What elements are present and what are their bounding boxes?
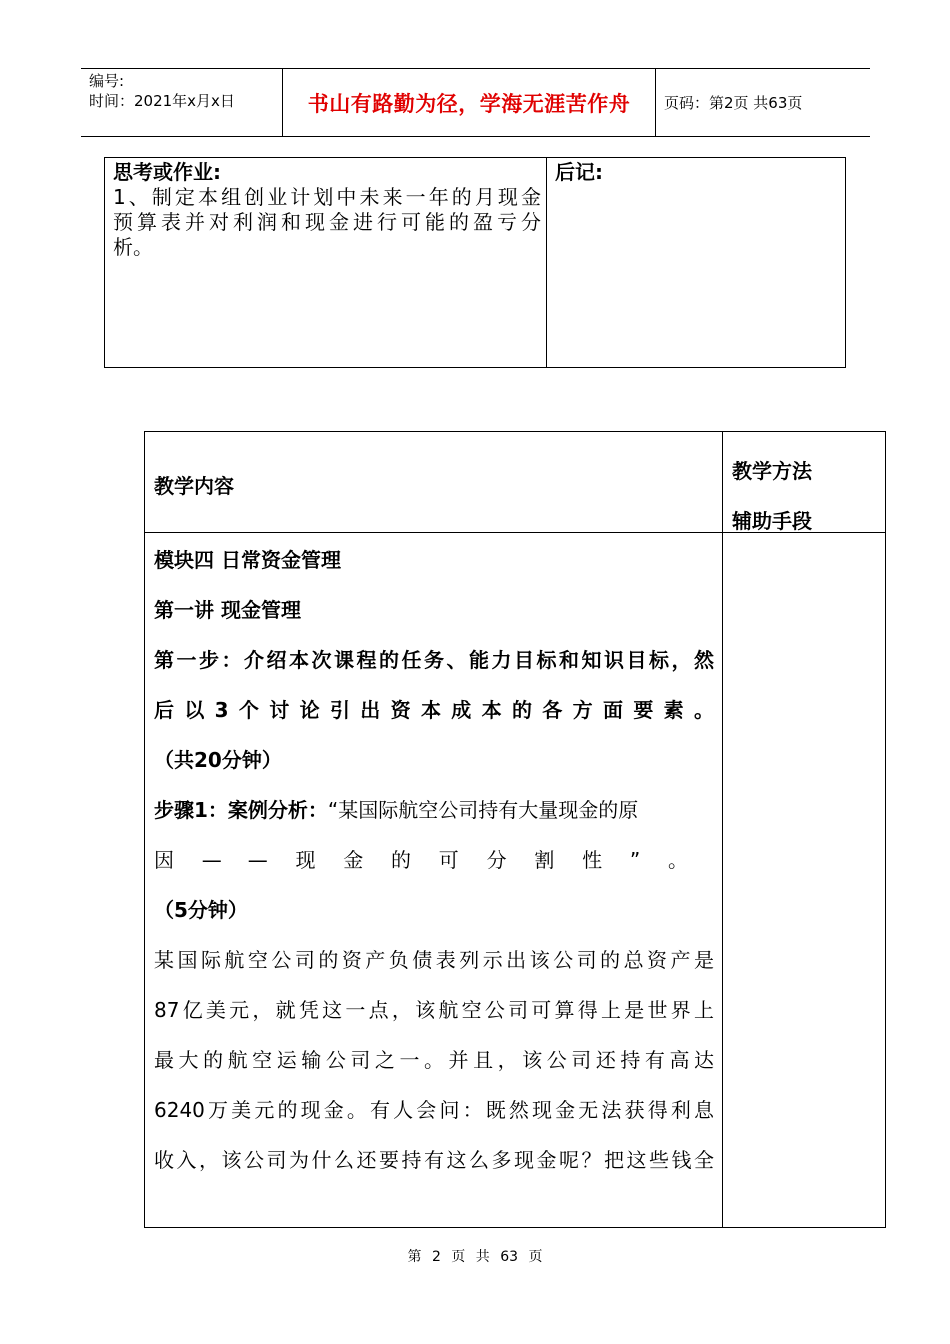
- module-title: 模块四 日常资金管理: [154, 548, 341, 572]
- step1-line: 第一步：介绍本次课程的任务、能力目标和知识目标，然: [154, 648, 714, 672]
- case-paragraph-line: 6240万美元的现金。有人会问：既然现金无法获得利息: [154, 1098, 714, 1122]
- case-title-line: 因——现金的可分割性”。: [154, 848, 714, 872]
- homework-heading: 思考或作业:: [113, 160, 221, 184]
- header-motto: 书山有路勤为径，学海无涯苦作舟: [307, 91, 631, 116]
- homework-divider: [546, 158, 547, 367]
- content-body: [154, 535, 714, 1185]
- page-footer: 第 2 页 共 63 页: [407, 1249, 543, 1265]
- case-paragraph-line: 收入，该公司为什么还要持有这么多现金呢？把这些钱全: [154, 1148, 714, 1172]
- case-paragraph-line: 最大的航空运输公司之一。并且，该公司还持有高达: [154, 1048, 714, 1072]
- step1-duration: （共20分钟）: [154, 748, 282, 772]
- case-paragraph-line: 某国际航空公司的资产负债表列示出该公司的总资产是: [154, 948, 714, 972]
- case-heading-line: [154, 785, 714, 835]
- homework-table: [104, 157, 846, 368]
- case-paragraph-line: 87亿美元，就凭这一点，该航空公司可算得上是世界上: [154, 998, 714, 1022]
- homework-text-line: 析。: [113, 235, 153, 259]
- document-header: [81, 68, 870, 137]
- number-label: 编号:: [89, 72, 125, 90]
- case-duration: （5分钟）: [154, 898, 248, 922]
- header-divider: [655, 69, 656, 136]
- header-page-code: 页码：第2页 共63页: [664, 94, 803, 112]
- step1-line: 后以3个讨论引出资本成本的各方面要素。: [154, 698, 714, 722]
- teaching-content-table: [144, 431, 886, 1228]
- col-header-methods: [732, 446, 812, 546]
- time-label: 时间：2021年x月x日: [89, 92, 235, 110]
- col-header-methods-line: 教学方法: [732, 459, 812, 483]
- header-meta: [89, 71, 235, 111]
- col-header-methods-line: 辅助手段: [732, 509, 812, 533]
- homework-cell: [113, 160, 541, 260]
- homework-text-line: 1、制定本组创业计划中未来一年的月现金: [113, 185, 541, 209]
- lecture-title: 第一讲 现金管理: [154, 598, 301, 622]
- col-header-content: 教学内容: [154, 474, 234, 498]
- step-label: 步骤1：案例分析：: [154, 798, 328, 822]
- case-title: “某国际航空公司持有大量现金的原: [327, 798, 639, 822]
- homework-text-line: 预算表并对利润和现金进行可能的盈亏分: [113, 210, 541, 234]
- column-divider: [722, 432, 723, 1227]
- afterword-heading: 后记:: [555, 160, 603, 184]
